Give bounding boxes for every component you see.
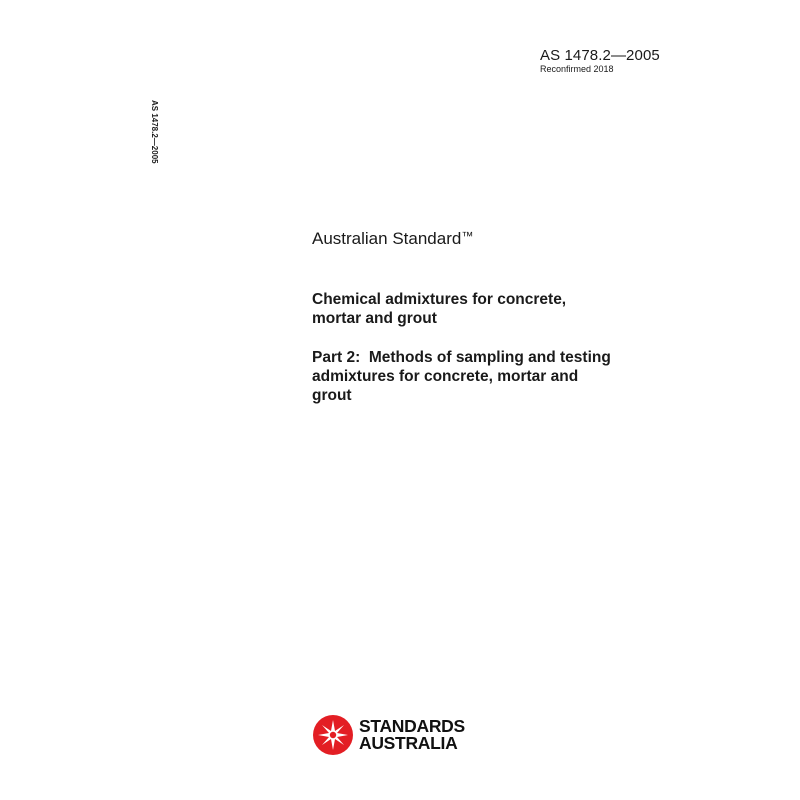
publisher-name-line: AUSTRALIA xyxy=(359,733,458,753)
standards-australia-star-icon xyxy=(312,714,354,756)
publisher-logo xyxy=(312,714,465,756)
document-title xyxy=(312,290,652,328)
trademark-symbol: ™ xyxy=(461,229,474,243)
standard-type xyxy=(312,229,473,249)
part-title xyxy=(312,348,652,405)
document-number: AS 1478.2—2005 xyxy=(540,47,660,64)
publisher-name-line: STANDARDS xyxy=(359,716,465,736)
title-line: Chemical admixtures for concrete, xyxy=(312,291,567,308)
standard-type-label: Australian Standard xyxy=(312,229,462,248)
title-line: mortar and grout xyxy=(312,310,437,327)
publisher-name xyxy=(359,718,465,752)
part-title-line: Part 2: Methods of sampling and testing xyxy=(312,349,611,366)
reconfirmed-note: Reconfirmed 2018 xyxy=(540,64,614,74)
part-title-line: grout xyxy=(312,387,352,404)
part-title-line: admixtures for concrete, mortar and xyxy=(312,368,579,385)
spine-label xyxy=(148,100,160,176)
spine-text: AS 1478.2—2005 xyxy=(150,100,159,164)
